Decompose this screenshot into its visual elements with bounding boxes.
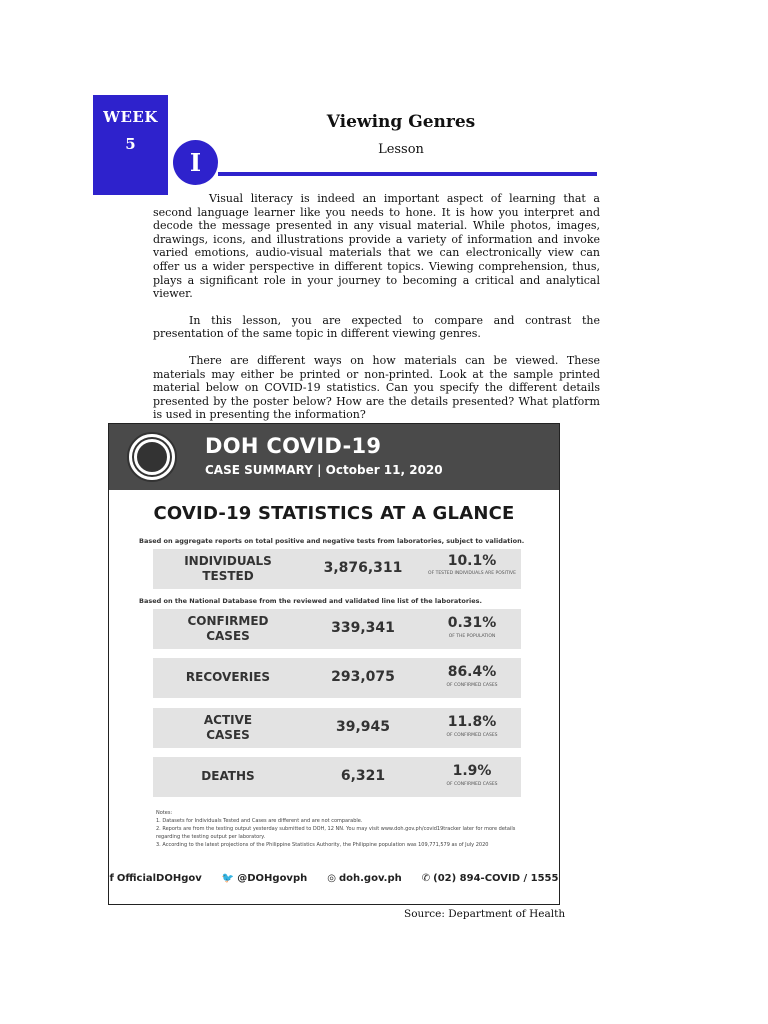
stat-percent: 0.31% [447,615,497,631]
stat-row [153,658,521,698]
stat-percent: 10.1% [447,553,497,569]
poster-notes [156,809,526,849]
facebook-icon: f [109,873,114,884]
paragraph: Visual literacy is indeed an important aspect of learning that a second language learner like you needs to hone. It is how you interpret and decode the message presented in any visual material. While photos, images, drawings, icons, and illustrations provide a variety of information and invoke varied emotions, audio-visual materials that we can electronically view can offer us a wider perspective in different topics. Viewing comprehension, thus, plays a significant role in your journey to becoming a critical and analytical viewer. [153,192,600,301]
stat-percent-note: OF CONFIRMED CASES [446,683,498,688]
note-item: 3. According to the latest projections of the Philippine Statistics Authority, the Philippine population was 109,771,579 as of July 2020 [156,842,489,848]
poster-subtitle: CASE SUMMARY | October 11, 2020 [205,463,443,477]
stat-label: ACTIVE CASES [203,713,253,742]
stat-value: 3,876,311 [323,560,403,576]
stat-row [153,757,521,797]
week-badge [93,95,168,195]
stat-value: 293,075 [331,669,395,685]
page-subtitle: Lesson [378,142,424,157]
poster-footer [109,873,559,884]
stat-label: CONFIRMED CASES [187,614,269,643]
stat-label: DEATHS [201,769,255,783]
footer-facebook: f OfficialDOHgov [109,873,202,884]
globe-icon: ◎ [327,873,336,884]
stat-percent: 1.9% [452,763,492,779]
note-item: 2. Reports are from the testing output yesterday submitted to DOH, 12 NN. You may visit www.doh.gov.ph/covid19tracker later for more details regarding the testing output per laboratory. [156,826,516,840]
stat-value: 339,341 [331,620,395,636]
stat-percent-note: OF THE POPULATION [448,634,496,639]
week-number: 5 [125,135,136,153]
poster-title: DOH COVID-19 [205,434,382,458]
phone-icon: ✆ [421,873,431,884]
lesson-marker: I [173,140,218,185]
stat-value: 6,321 [340,768,386,784]
footer-website: ◎ doh.gov.ph [327,873,402,884]
poster-note: Based on the National Database from the reviewed and validated line list of the laboratories. [139,597,483,605]
source-caption: Source: Department of Health [404,908,566,920]
stat-percent: 11.8% [447,714,497,730]
stat-percent-note: OF CONFIRMED CASES [446,733,498,738]
poster-note: Based on aggregate reports on total positive and negative tests from laboratories, subject to validation. [139,537,525,545]
stat-percent-note: OF CONFIRMED CASES [446,782,498,787]
stat-row [153,609,521,649]
title-rule [218,172,597,176]
poster-header [109,424,559,490]
stat-percent: 86.4% [447,664,497,680]
paragraph: In this lesson, you are expected to compare and contrast the presentation of the same topic in different viewing genres. [153,313,600,341]
footer-twitter: 🐦 @DOHgovph [221,873,308,884]
notes-title: Notes: [156,810,173,816]
page-title: Viewing Genres [326,112,476,132]
week-label: WEEK [103,108,158,126]
stat-row [153,549,521,589]
stat-label: INDIVIDUALS TESTED [184,554,272,583]
lesson-body [153,192,600,435]
covid-poster [108,423,560,905]
paragraph: There are different ways on how materials can be viewed. These materials may either be printed or non-printed. Look at the sample printed material below on COVID-19 statistics. Can you specify the different details presented by the poster below? How are the details presented? What platform is used in presenting the information? [153,353,600,422]
doh-seal-icon [127,432,177,482]
poster-headline: COVID-19 STATISTICS AT A GLANCE [153,503,515,524]
footer-phone: ✆ (02) 894-COVID / 1555 [421,873,559,884]
stat-row [153,708,521,748]
stat-value: 39,945 [335,719,391,735]
stat-label: RECOVERIES [185,670,271,684]
twitter-icon: 🐦 [221,873,235,884]
note-item: 1. Datasets for Individuals Tested and Cases are different and are not comparable. [156,818,363,824]
stat-percent-note: OF TESTED INDIVIDUALS ARE POSITIVE [428,571,516,576]
